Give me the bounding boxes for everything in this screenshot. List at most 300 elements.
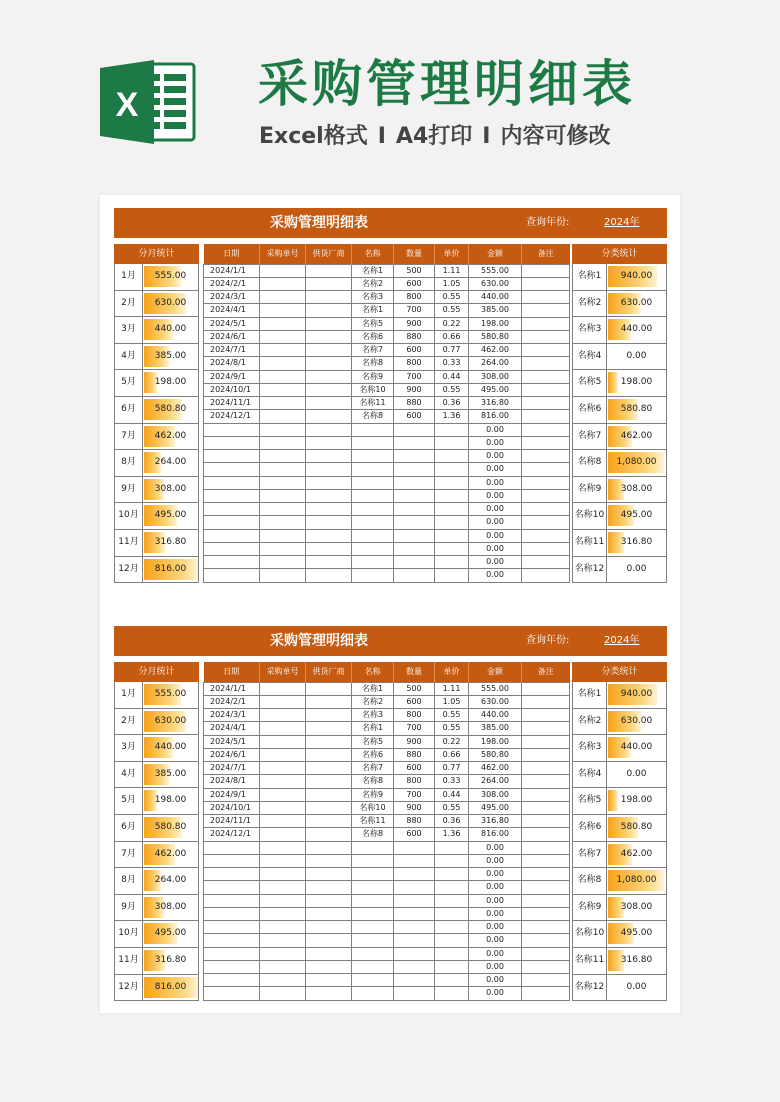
cell-supplier[interactable] [306,463,352,476]
cell-order[interactable] [260,410,306,423]
cell-order[interactable] [260,264,306,277]
cell-date[interactable] [204,423,260,436]
cell-qty[interactable]: 800 [394,709,435,722]
cell-supplier[interactable] [306,383,352,396]
cell-price[interactable]: 0.55 [435,722,469,735]
cell-price[interactable]: 0.55 [435,304,469,317]
cell-date[interactable]: 2024/4/1 [204,304,260,317]
cell-supplier[interactable] [306,775,352,788]
cell-supplier[interactable] [306,277,352,290]
cell-supplier[interactable] [306,304,352,317]
cell-date[interactable] [204,974,260,987]
cell-date[interactable] [204,987,260,1000]
cell-qty[interactable]: 600 [394,344,435,357]
cell-amount[interactable]: 555.00 [469,682,522,695]
cell-amount[interactable]: 198.00 [469,735,522,748]
cell-amount[interactable]: 0.00 [469,542,522,555]
cell-amount[interactable]: 580.80 [469,330,522,343]
cell-date[interactable] [204,894,260,907]
cell-price[interactable] [435,960,469,973]
cell-qty[interactable]: 600 [394,695,435,708]
cell-name[interactable] [352,436,394,449]
cell-name[interactable] [352,489,394,502]
cell-order[interactable] [260,894,306,907]
cell-price[interactable]: 0.36 [435,815,469,828]
cell-date[interactable]: 2024/10/1 [204,801,260,814]
cell-qty[interactable] [394,907,435,920]
cell-supplier[interactable] [306,841,352,854]
cell-price[interactable]: 0.33 [435,357,469,370]
cell-amount[interactable]: 630.00 [469,277,522,290]
cell-qty[interactable] [394,947,435,960]
cell-supplier[interactable] [306,960,352,973]
cell-supplier[interactable] [306,921,352,934]
cell-date[interactable] [204,868,260,881]
cell-name[interactable]: 名称3 [352,291,394,304]
cell-note[interactable] [522,397,570,410]
cell-amount[interactable]: 0.00 [469,489,522,502]
cell-note[interactable] [522,344,570,357]
cell-price[interactable]: 1.11 [435,264,469,277]
cell-supplier[interactable] [306,516,352,529]
cell-note[interactable] [522,722,570,735]
cell-name[interactable]: 名称10 [352,383,394,396]
cell-qty[interactable]: 700 [394,788,435,801]
cell-name[interactable]: 名称1 [352,264,394,277]
cell-price[interactable] [435,974,469,987]
cell-supplier[interactable] [306,423,352,436]
cell-supplier[interactable] [306,735,352,748]
cell-date[interactable] [204,921,260,934]
cell-order[interactable] [260,569,306,582]
cell-name[interactable] [352,476,394,489]
cell-amount[interactable]: 385.00 [469,304,522,317]
cell-qty[interactable] [394,450,435,463]
cell-date[interactable] [204,947,260,960]
cell-name[interactable] [352,841,394,854]
cell-order[interactable] [260,344,306,357]
cell-note[interactable] [522,788,570,801]
cell-amount[interactable]: 440.00 [469,709,522,722]
cell-price[interactable]: 0.44 [435,788,469,801]
cell-order[interactable] [260,695,306,708]
cell-note[interactable] [522,947,570,960]
cell-date[interactable]: 2024/11/1 [204,815,260,828]
cell-qty[interactable]: 800 [394,775,435,788]
cell-amount[interactable]: 0.00 [469,881,522,894]
cell-amount[interactable]: 316.80 [469,397,522,410]
cell-amount[interactable]: 316.80 [469,815,522,828]
cell-supplier[interactable] [306,682,352,695]
cell-price[interactable]: 0.55 [435,801,469,814]
cell-date[interactable]: 2024/7/1 [204,762,260,775]
cell-date[interactable]: 2024/5/1 [204,317,260,330]
cell-note[interactable] [522,762,570,775]
cell-note[interactable] [522,556,570,569]
cell-qty[interactable]: 880 [394,748,435,761]
cell-note[interactable] [522,370,570,383]
cell-note[interactable] [522,921,570,934]
cell-name[interactable]: 名称9 [352,788,394,801]
cell-order[interactable] [260,436,306,449]
cell-note[interactable] [522,801,570,814]
cell-price[interactable] [435,987,469,1000]
cell-name[interactable]: 名称7 [352,762,394,775]
cell-supplier[interactable] [306,709,352,722]
cell-date[interactable]: 2024/2/1 [204,277,260,290]
cell-note[interactable] [522,476,570,489]
cell-qty[interactable]: 600 [394,828,435,841]
cell-note[interactable] [522,423,570,436]
cell-order[interactable] [260,735,306,748]
cell-note[interactable] [522,841,570,854]
cell-price[interactable]: 1.36 [435,828,469,841]
cell-order[interactable] [260,987,306,1000]
cell-amount[interactable]: 0.00 [469,841,522,854]
cell-note[interactable] [522,907,570,920]
cell-order[interactable] [260,974,306,987]
cell-date[interactable]: 2024/7/1 [204,344,260,357]
cell-name[interactable]: 名称10 [352,801,394,814]
cell-order[interactable] [260,277,306,290]
cell-price[interactable] [435,569,469,582]
cell-amount[interactable]: 0.00 [469,463,522,476]
cell-qty[interactable] [394,881,435,894]
cell-supplier[interactable] [306,344,352,357]
cell-note[interactable] [522,881,570,894]
cell-amount[interactable]: 816.00 [469,410,522,423]
cell-date[interactable] [204,556,260,569]
cell-amount[interactable]: 0.00 [469,529,522,542]
cell-price[interactable]: 0.55 [435,291,469,304]
cell-supplier[interactable] [306,397,352,410]
cell-amount[interactable]: 630.00 [469,695,522,708]
cell-amount[interactable]: 495.00 [469,383,522,396]
cell-price[interactable] [435,542,469,555]
cell-name[interactable]: 名称2 [352,695,394,708]
cell-amount[interactable]: 0.00 [469,907,522,920]
cell-qty[interactable] [394,868,435,881]
cell-name[interactable] [352,503,394,516]
cell-note[interactable] [522,987,570,1000]
cell-amount[interactable]: 0.00 [469,947,522,960]
cell-qty[interactable]: 500 [394,682,435,695]
cell-note[interactable] [522,815,570,828]
cell-qty[interactable]: 880 [394,397,435,410]
cell-supplier[interactable] [306,974,352,987]
cell-date[interactable]: 2024/11/1 [204,397,260,410]
cell-name[interactable]: 名称5 [352,735,394,748]
cell-price[interactable]: 0.66 [435,748,469,761]
cell-supplier[interactable] [306,987,352,1000]
cell-name[interactable]: 名称2 [352,277,394,290]
cell-order[interactable] [260,841,306,854]
cell-order[interactable] [260,934,306,947]
cell-price[interactable] [435,841,469,854]
cell-supplier[interactable] [306,934,352,947]
cell-supplier[interactable] [306,854,352,867]
cell-date[interactable]: 2024/8/1 [204,775,260,788]
cell-name[interactable] [352,423,394,436]
cell-price[interactable] [435,921,469,934]
cell-order[interactable] [260,357,306,370]
cell-amount[interactable]: 0.00 [469,854,522,867]
cell-price[interactable]: 0.55 [435,709,469,722]
cell-name[interactable] [352,569,394,582]
cell-qty[interactable] [394,423,435,436]
cell-qty[interactable]: 880 [394,815,435,828]
cell-qty[interactable]: 900 [394,383,435,396]
cell-amount[interactable]: 0.00 [469,987,522,1000]
cell-name[interactable]: 名称8 [352,357,394,370]
year-value[interactable]: 2024年 [604,217,640,228]
cell-amount[interactable]: 816.00 [469,828,522,841]
cell-note[interactable] [522,383,570,396]
cell-order[interactable] [260,775,306,788]
cell-price[interactable] [435,854,469,867]
cell-price[interactable]: 0.44 [435,370,469,383]
cell-supplier[interactable] [306,330,352,343]
cell-name[interactable]: 名称6 [352,330,394,343]
cell-amount[interactable]: 385.00 [469,722,522,735]
cell-qty[interactable] [394,463,435,476]
cell-price[interactable] [435,436,469,449]
cell-name[interactable]: 名称1 [352,304,394,317]
cell-supplier[interactable] [306,695,352,708]
cell-price[interactable]: 0.77 [435,344,469,357]
cell-note[interactable] [522,934,570,947]
cell-qty[interactable] [394,987,435,1000]
cell-order[interactable] [260,788,306,801]
cell-supplier[interactable] [306,722,352,735]
cell-amount[interactable]: 308.00 [469,788,522,801]
cell-supplier[interactable] [306,542,352,555]
cell-date[interactable]: 2024/3/1 [204,291,260,304]
cell-date[interactable] [204,960,260,973]
cell-supplier[interactable] [306,569,352,582]
cell-date[interactable] [204,934,260,947]
cell-price[interactable] [435,934,469,947]
cell-price[interactable] [435,450,469,463]
cell-name[interactable] [352,516,394,529]
cell-qty[interactable]: 700 [394,722,435,735]
cell-note[interactable] [522,974,570,987]
cell-supplier[interactable] [306,476,352,489]
cell-supplier[interactable] [306,788,352,801]
cell-qty[interactable] [394,854,435,867]
cell-name[interactable]: 名称8 [352,828,394,841]
cell-order[interactable] [260,529,306,542]
cell-supplier[interactable] [306,868,352,881]
cell-amount[interactable]: 0.00 [469,974,522,987]
cell-price[interactable] [435,556,469,569]
cell-date[interactable] [204,489,260,502]
cell-price[interactable] [435,463,469,476]
cell-supplier[interactable] [306,357,352,370]
cell-supplier[interactable] [306,317,352,330]
cell-amount[interactable]: 198.00 [469,317,522,330]
cell-date[interactable] [204,450,260,463]
cell-name[interactable] [352,921,394,934]
cell-name[interactable] [352,907,394,920]
cell-supplier[interactable] [306,894,352,907]
cell-price[interactable]: 0.22 [435,317,469,330]
cell-note[interactable] [522,277,570,290]
cell-price[interactable]: 0.66 [435,330,469,343]
cell-qty[interactable] [394,542,435,555]
cell-date[interactable]: 2024/8/1 [204,357,260,370]
cell-price[interactable] [435,947,469,960]
cell-qty[interactable]: 880 [394,330,435,343]
cell-amount[interactable]: 580.80 [469,748,522,761]
cell-price[interactable]: 1.05 [435,695,469,708]
cell-order[interactable] [260,881,306,894]
cell-name[interactable]: 名称7 [352,344,394,357]
cell-note[interactable] [522,960,570,973]
cell-note[interactable] [522,735,570,748]
cell-order[interactable] [260,489,306,502]
cell-date[interactable]: 2024/9/1 [204,370,260,383]
cell-order[interactable] [260,868,306,881]
cell-supplier[interactable] [306,489,352,502]
cell-date[interactable]: 2024/2/1 [204,695,260,708]
cell-note[interactable] [522,304,570,317]
cell-price[interactable] [435,423,469,436]
cell-qty[interactable]: 700 [394,304,435,317]
cell-order[interactable] [260,476,306,489]
cell-name[interactable]: 名称1 [352,682,394,695]
cell-amount[interactable]: 440.00 [469,291,522,304]
cell-name[interactable]: 名称5 [352,317,394,330]
cell-supplier[interactable] [306,529,352,542]
cell-price[interactable] [435,868,469,881]
cell-price[interactable]: 0.33 [435,775,469,788]
cell-date[interactable] [204,476,260,489]
cell-qty[interactable]: 600 [394,277,435,290]
cell-supplier[interactable] [306,370,352,383]
cell-order[interactable] [260,907,306,920]
cell-note[interactable] [522,854,570,867]
cell-price[interactable]: 0.22 [435,735,469,748]
cell-note[interactable] [522,450,570,463]
cell-note[interactable] [522,894,570,907]
cell-price[interactable] [435,907,469,920]
cell-order[interactable] [260,423,306,436]
cell-amount[interactable]: 495.00 [469,801,522,814]
cell-order[interactable] [260,815,306,828]
cell-note[interactable] [522,516,570,529]
cell-amount[interactable]: 0.00 [469,921,522,934]
cell-note[interactable] [522,569,570,582]
cell-note[interactable] [522,264,570,277]
cell-date[interactable] [204,854,260,867]
cell-supplier[interactable] [306,762,352,775]
cell-price[interactable] [435,529,469,542]
cell-amount[interactable]: 462.00 [469,762,522,775]
cell-note[interactable] [522,529,570,542]
cell-note[interactable] [522,695,570,708]
cell-order[interactable] [260,748,306,761]
cell-note[interactable] [522,682,570,695]
cell-qty[interactable] [394,894,435,907]
cell-amount[interactable]: 0.00 [469,450,522,463]
cell-amount[interactable]: 264.00 [469,775,522,788]
cell-date[interactable] [204,463,260,476]
cell-qty[interactable]: 600 [394,410,435,423]
cell-order[interactable] [260,947,306,960]
cell-amount[interactable]: 0.00 [469,423,522,436]
cell-qty[interactable] [394,503,435,516]
cell-note[interactable] [522,709,570,722]
cell-date[interactable]: 2024/10/1 [204,383,260,396]
cell-note[interactable] [522,291,570,304]
cell-qty[interactable] [394,934,435,947]
cell-amount[interactable]: 0.00 [469,960,522,973]
cell-name[interactable]: 名称9 [352,370,394,383]
cell-amount[interactable]: 0.00 [469,516,522,529]
cell-amount[interactable]: 0.00 [469,569,522,582]
cell-name[interactable] [352,542,394,555]
cell-qty[interactable]: 500 [394,264,435,277]
cell-qty[interactable] [394,556,435,569]
cell-qty[interactable] [394,436,435,449]
cell-order[interactable] [260,542,306,555]
cell-order[interactable] [260,370,306,383]
cell-qty[interactable] [394,569,435,582]
cell-note[interactable] [522,489,570,502]
cell-qty[interactable] [394,476,435,489]
cell-amount[interactable]: 0.00 [469,436,522,449]
cell-date[interactable] [204,529,260,542]
cell-date[interactable]: 2024/5/1 [204,735,260,748]
cell-qty[interactable]: 900 [394,317,435,330]
cell-qty[interactable]: 900 [394,735,435,748]
cell-date[interactable] [204,436,260,449]
cell-date[interactable] [204,841,260,854]
cell-price[interactable]: 0.36 [435,397,469,410]
cell-date[interactable]: 2024/1/1 [204,682,260,695]
cell-supplier[interactable] [306,881,352,894]
cell-price[interactable]: 1.11 [435,682,469,695]
cell-name[interactable] [352,947,394,960]
cell-price[interactable]: 1.05 [435,277,469,290]
cell-amount[interactable]: 308.00 [469,370,522,383]
cell-amount[interactable]: 264.00 [469,357,522,370]
cell-amount[interactable]: 0.00 [469,503,522,516]
cell-order[interactable] [260,304,306,317]
cell-amount[interactable]: 0.00 [469,476,522,489]
cell-date[interactable]: 2024/6/1 [204,748,260,761]
cell-qty[interactable]: 800 [394,357,435,370]
cell-date[interactable] [204,569,260,582]
cell-qty[interactable] [394,921,435,934]
cell-supplier[interactable] [306,503,352,516]
cell-qty[interactable] [394,489,435,502]
cell-order[interactable] [260,828,306,841]
cell-order[interactable] [260,854,306,867]
cell-qty[interactable] [394,974,435,987]
cell-order[interactable] [260,397,306,410]
cell-name[interactable]: 名称3 [352,709,394,722]
cell-supplier[interactable] [306,436,352,449]
cell-name[interactable] [352,854,394,867]
cell-order[interactable] [260,682,306,695]
cell-name[interactable] [352,934,394,947]
cell-amount[interactable]: 0.00 [469,894,522,907]
cell-order[interactable] [260,503,306,516]
cell-price[interactable] [435,503,469,516]
cell-order[interactable] [260,709,306,722]
